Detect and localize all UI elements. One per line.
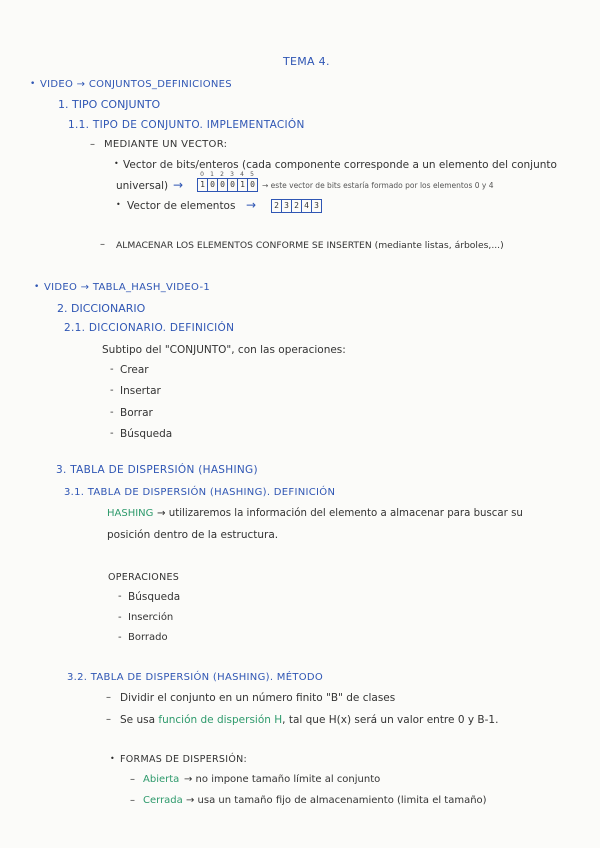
bit-cell: 0: [218, 179, 228, 191]
dash-mark: -: [110, 364, 114, 375]
bits-vector-line1: Vector de bits/enteros (cada componente corresponde a un elemento del conjunto: [123, 159, 557, 171]
operaciones-title: OPERACIONES: [108, 572, 180, 583]
abierta-desc: → no impone tamaño límite al conjunto: [184, 774, 381, 785]
op-item: Borrado: [128, 632, 168, 643]
element-cell: 2: [272, 200, 282, 212]
metodo-funcion: [120, 715, 498, 726]
hashing-definition-line2: posición dentro de la estructura.: [107, 529, 279, 541]
almacenar-elementos: ALMACENAR LOS ELEMENTOS CONFORME SE INSERTEN (mediante listas, árboles,...): [116, 240, 504, 251]
dash-mark: -: [118, 612, 122, 623]
diccionario-intro: Subtipo del "CONJUNTO", con las operaciones:: [102, 344, 346, 356]
abierta-term: Abierta: [143, 774, 180, 785]
video-link-hash: VIDEO → TABLA_HASH_VIDEO-1: [44, 282, 211, 293]
dash-mark: -: [110, 407, 114, 418]
dash-mark: –: [130, 795, 135, 806]
dash-mark: –: [106, 692, 111, 703]
dash-mark: –: [106, 714, 111, 725]
bullet-dot: •: [116, 200, 121, 209]
op-item: Búsqueda: [128, 591, 181, 603]
metodo-dividir: Dividir el conjunto en un número finito "B" de clases: [120, 692, 396, 704]
element-cell: 2: [292, 200, 302, 212]
elementos-label: Vector de elementos: [127, 200, 236, 212]
bullet-dot: •: [114, 159, 119, 168]
metodo-funcion-a: Se usa: [120, 714, 159, 726]
bit-index: 2: [220, 171, 224, 178]
bits-index-row: [197, 171, 257, 178]
formas-title: FORMAS DE DISPERSIÓN:: [120, 754, 248, 765]
op-item: Búsqueda: [120, 428, 173, 440]
bit-cell: 0: [208, 179, 218, 191]
dash-mark: -: [118, 591, 122, 602]
metodo-funcion-b: , tal que H(x) será un valor entre 0 y B-1.: [282, 714, 499, 726]
element-cell: 3: [282, 200, 292, 212]
heading-diccionario-definicion: 2.1. DICCIONARIO. DEFINICIÓN: [64, 322, 235, 334]
element-cell: 3: [314, 201, 319, 210]
bit-index: 0: [200, 171, 204, 178]
bullet-dot: •: [110, 754, 115, 763]
heading-tabla-dispersion: 3. TABLA DE DISPERSIÓN (HASHING): [56, 464, 258, 476]
bits-note: → este vector de bits estaría formado por los elementos 0 y 4: [262, 181, 494, 190]
bit-index: 5: [250, 171, 254, 178]
dash-mark: -: [110, 385, 114, 396]
heading-diccionario: 2. DICCIONARIO: [57, 302, 146, 315]
dash-mark: -: [110, 428, 114, 439]
mediante-vector: MEDIANTE UN VECTOR:: [104, 139, 228, 150]
bit-cell: 1: [238, 179, 248, 191]
heading-tipo-conjunto: 1. TIPO CONJUNTO: [58, 98, 161, 111]
heading-implementacion: 1.1. TIPO DE CONJUNTO. IMPLEMENTACIÓN: [68, 119, 305, 131]
hashing-keyword: HASHING: [107, 508, 154, 519]
arrow-icon: →: [173, 178, 184, 192]
hashing-definition: → utilizaremos la información del elemento a almacenar para buscar su: [157, 508, 523, 519]
arrow-icon: →: [246, 198, 257, 212]
funcion-dispersion-term: función de dispersión H: [158, 714, 283, 726]
bit-index: 4: [240, 171, 244, 178]
heading-dispersion-definicion: 3.1. TABLA DE DISPERSIÓN (HASHING). DEFINICIÓN: [64, 487, 336, 498]
dash-mark: –: [90, 139, 95, 150]
dash-mark: –: [100, 239, 105, 250]
cerrada-desc: → usa un tamaño fijo de almacenamiento (limita el tamaño): [186, 795, 487, 806]
bit-cell: 1: [198, 179, 208, 191]
element-cell: 4: [302, 200, 312, 212]
bullet-dot: •: [34, 282, 40, 292]
bits-vector-box: [197, 178, 258, 192]
op-item: Crear: [120, 364, 149, 376]
op-item: Insertar: [120, 385, 161, 397]
bullet-dot: •: [30, 79, 36, 89]
bit-cell: 0: [228, 179, 238, 191]
bit-index: 3: [230, 171, 234, 178]
video-link-conjuntos: VIDEO → CONJUNTOS_DEFINICIONES: [40, 79, 232, 90]
page-title: TEMA 4.: [283, 55, 330, 68]
op-item: Borrar: [120, 407, 153, 419]
heading-dispersion-metodo: 3.2. TABLA DE DISPERSIÓN (HASHING). MÉTODO: [67, 672, 324, 683]
elements-vector-box: [271, 199, 322, 213]
bit-index: 1: [210, 171, 214, 178]
bits-vector-line2: universal): [116, 180, 169, 192]
dash-mark: -: [118, 632, 122, 643]
dash-mark: –: [130, 774, 135, 785]
op-item: Inserción: [128, 612, 174, 623]
cerrada-term: Cerrada: [143, 795, 183, 806]
bit-cell: 0: [250, 180, 255, 189]
